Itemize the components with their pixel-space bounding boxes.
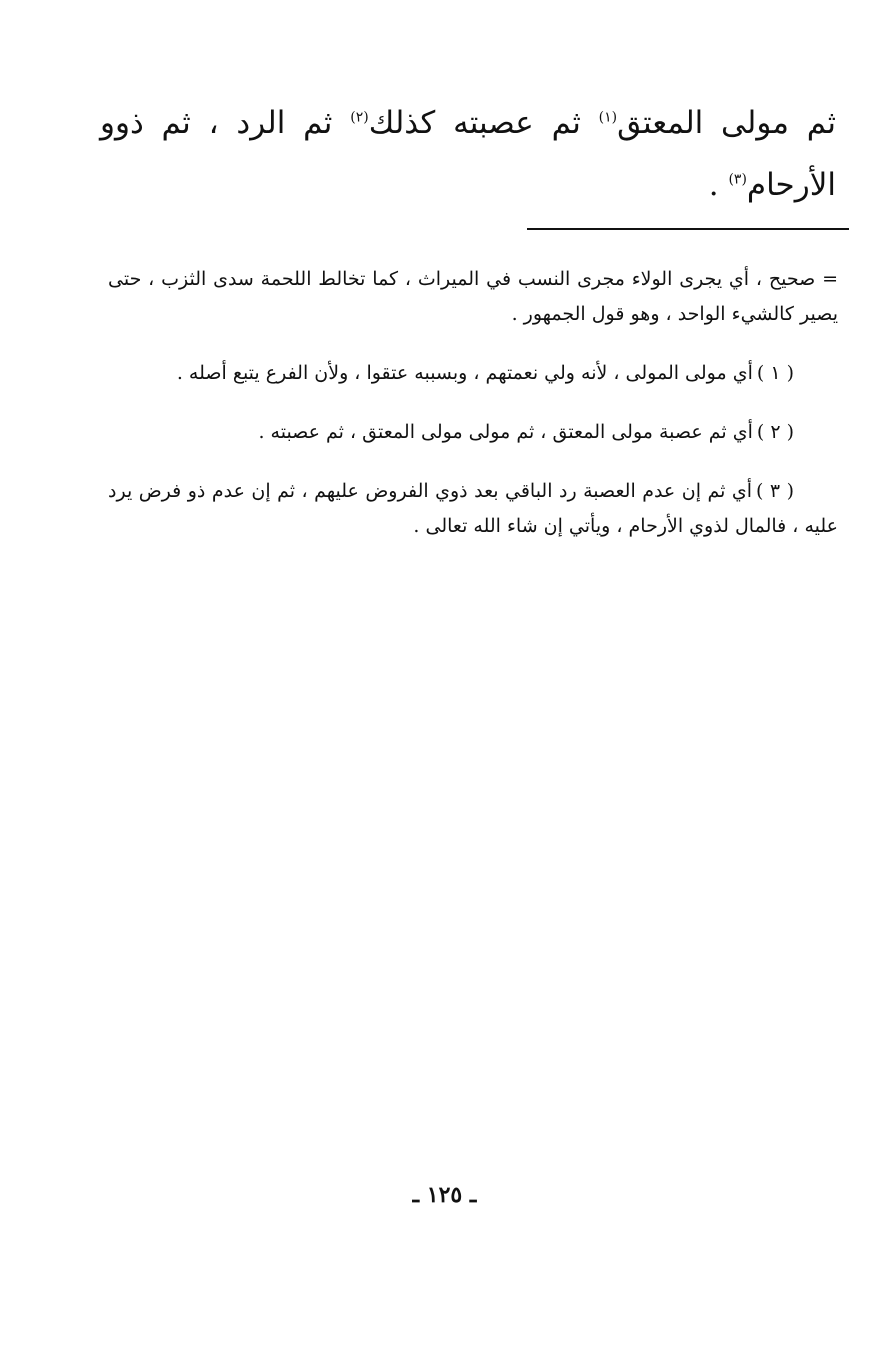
footnote-1-text: أي مولى المولى ، لأنه ولي نعمتهم ، وبسببه عتقوا ، ولأن الفرع يتبع أصله . xyxy=(176,362,753,384)
footnote-3 xyxy=(108,474,838,544)
footnote-continuation: = صحيح ، أي يجرى الولاء مجرى النسب في الميراث ، كما تخالط اللحمة سدى الثزب ، حتى يصير كالشيء الواحد ، وهو قول الجمهور . xyxy=(108,268,838,325)
footnote-2-text: أي ثم عصبة مولى المعتق ، ثم مولى مولى المعتق ، ثم عصبته . xyxy=(258,421,753,443)
footnote-ref-2: (٢) xyxy=(350,109,369,126)
footnote-2-number: ( ٢ ) xyxy=(756,421,794,443)
footnote-ref-1: (١) xyxy=(598,109,618,126)
footnote-3-text: أي ثم إن عدم العصبة رد الباقي بعد ذوي الفروض عليهم ، ثم إن عدم ذو فرض يرد عليه ، فالمال لذوي الأرحام ، ويأتي إن شاء الله تعالى . xyxy=(108,480,838,537)
main-text-segment-3: ثم الرد ، ثم ذوو الأرحام xyxy=(100,105,836,203)
footnotes xyxy=(108,262,838,568)
footnote-separator xyxy=(527,228,849,230)
footnote-ref-3: (٣) xyxy=(728,171,747,188)
page-number: ـ ١٢٥ ـ xyxy=(412,1182,477,1208)
footnote-2 xyxy=(108,415,838,450)
main-text-end-period: . xyxy=(708,167,719,203)
footnote-1-number: ( ١ ) xyxy=(756,362,794,384)
main-text-segment-2: ثم عصبته كذلك xyxy=(368,105,581,141)
main-text xyxy=(100,92,836,216)
main-text-segment-1: ثم مولى المعتق xyxy=(617,105,837,141)
footnote-3-number: ( ٣ ) xyxy=(756,480,795,502)
footnote-1 xyxy=(108,356,838,391)
